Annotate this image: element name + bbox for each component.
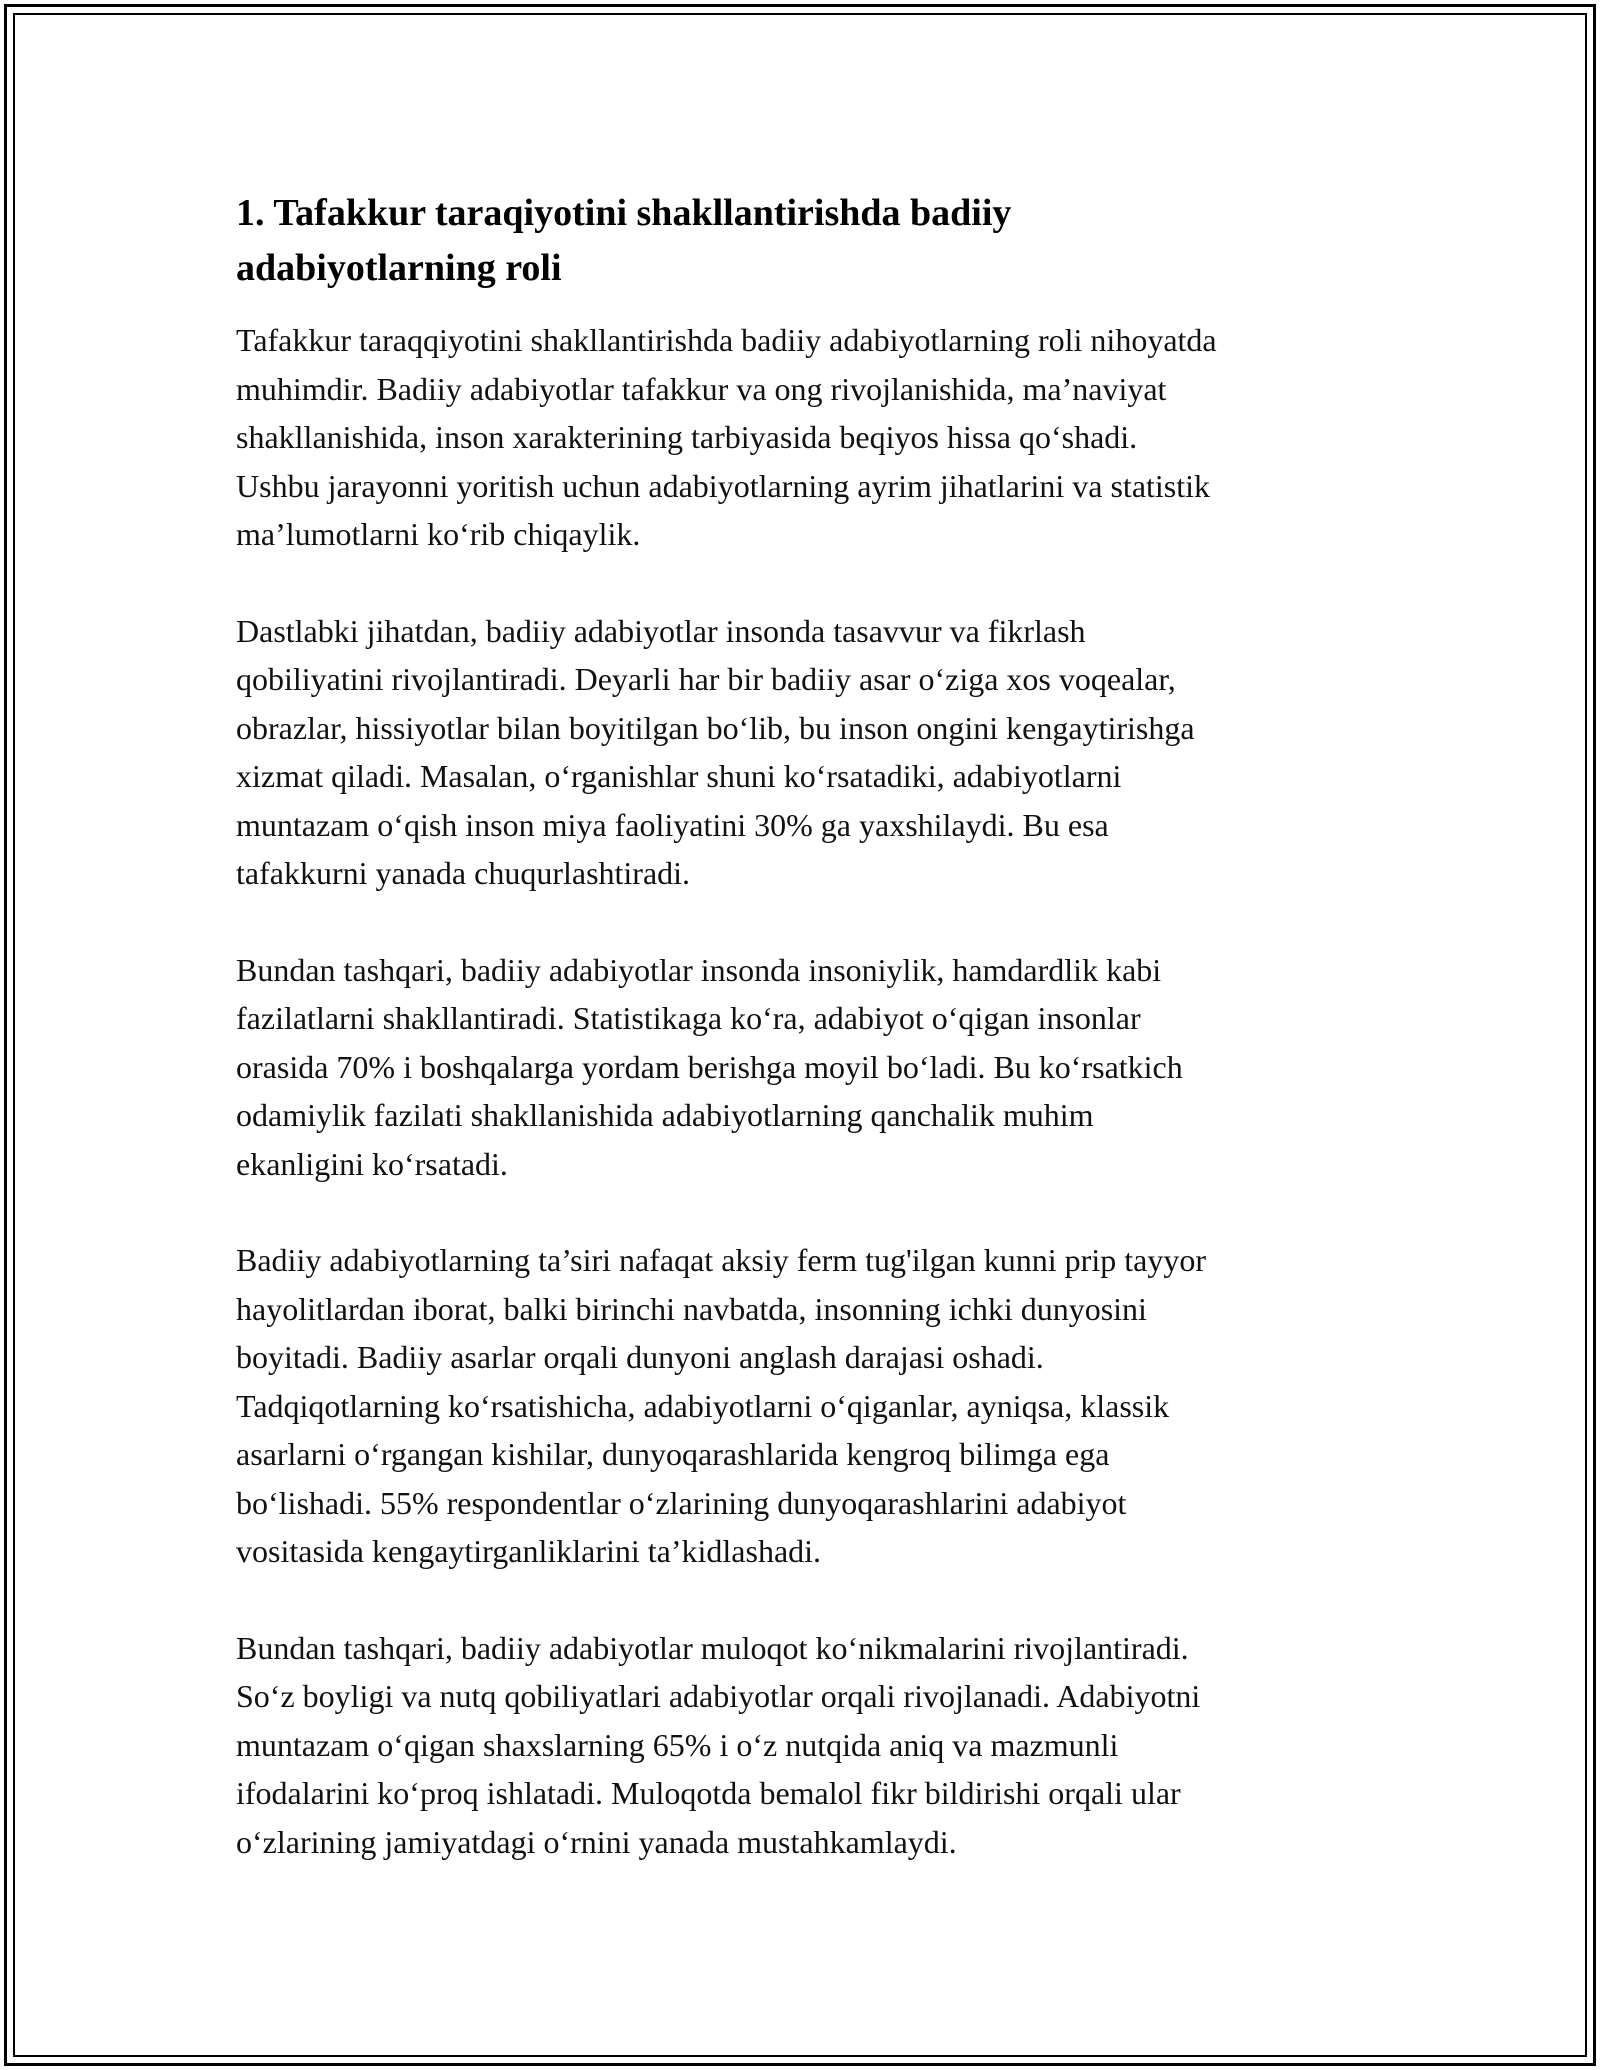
paragraph-line: muntazam o‘qish inson miya faoliyatini 30% ga yaxshilaydi. Bu esa: [236, 806, 1109, 843]
paragraph-line: muntazam o‘qigan shaxslarning 65% i o‘z nutqida aniq va mazmunli: [236, 1726, 1119, 1763]
document-body: [236, 186, 1376, 1914]
paragraph-line: fazilatlarni shakllantiradi. Statistikaga ko‘ra, adabiyot o‘qigan insonlar: [236, 1000, 1141, 1036]
paragraph-line: vositasida kengaytirganliklarini ta’kidlashadi.: [236, 1533, 822, 1569]
paragraph-line: Tafakkur taraqqiyotini shakllantirishda badiiy adabiyotlarning roli nihoyatda: [236, 322, 1217, 358]
paragraph-line: asarlarni o‘rgangan kishilar, dunyoqarashlarida kengroq bilimga ega: [236, 1436, 1110, 1472]
paragraph-line: Tadqiqotlarning ko‘rsatishicha, adabiyotlarni o‘qiganlar, ayniqsa, klassik: [236, 1387, 1170, 1424]
paragraph-line: qobiliyatini rivojlantiradi. Deyarli har bir badiiy asar o‘ziga xos voqealar,: [236, 661, 1176, 697]
paragraph-line: odamiylik fazilati shakllanishida adabiyotlarning qanchalik muhim: [236, 1097, 1094, 1133]
paragraph-communication: [236, 1624, 1376, 1867]
paragraph-intro: [236, 316, 1376, 559]
paragraph-worldview: [236, 1236, 1376, 1576]
paragraph-line: ifodalarini ko‘proq ishlatadi. Muloqotda bemalol fikr bildirishi orqali ular: [236, 1775, 1181, 1811]
paragraph-line: o‘zlarining jamiyatdagi o‘rnini yanada mustahkamlaydi.: [236, 1823, 957, 1860]
section-title-line: adabiyotlarning roli: [236, 247, 562, 289]
paragraph-line: tafakkurni yanada chuqurlashtiradi.: [236, 855, 691, 891]
paragraph-line: Bundan tashqari, badiiy adabiyotlar insonda insoniylik, hamdardlik kabi: [236, 951, 1162, 988]
section-title: [236, 186, 1376, 296]
section-title-line: 1. Tafakkur taraqiyotini shakllantirishda badiiy: [236, 192, 1012, 234]
paragraph-line: Dastlabki jihatdan, badiiy adabiyotlar insonda tasavvur va fikrlash: [236, 612, 1086, 649]
paragraph-line: ekanligini ko‘rsatadi.: [236, 1145, 508, 1182]
paragraph-line: shakllanishida, inson xarakterining tarbiyasida beqiyos hissa qo‘shadi.: [236, 419, 1138, 455]
paragraph-line: muhimdir. Badiiy adabiyotlar tafakkur va ong rivojlanishida, ma’naviyat: [236, 370, 1167, 407]
paragraph-line: ma’lumotlarni ko‘rib chiqaylik.: [236, 516, 641, 552]
paragraph-line: Badiiy adabiyotlarning ta’siri nafaqat aksiy ferm tug'ilgan kunni prip tayyor: [236, 1242, 1206, 1278]
paragraph-line: obrazlar, hissiyotlar bilan boyitilgan bo‘lib, bu inson ongini kengaytirishga: [236, 709, 1195, 746]
paragraph-line: hayolitlardan iborat, balki birinchi navbatda, insonning ichki dunyosini: [236, 1290, 1147, 1327]
paragraph-line: boyitadi. Badiiy asarlar orqali dunyoni anglash darajasi oshadi.: [236, 1339, 1044, 1375]
paragraph-line: xizmat qiladi. Masalan, o‘rganishlar shuni ko‘rsatadiki, adabiyotlarni: [236, 758, 1122, 794]
paragraph-line: Bundan tashqari, badiiy adabiyotlar muloqot ko‘nikmalarini rivojlantiradi.: [236, 1629, 1189, 1666]
paragraph-line: orasida 70% i boshqalarga yordam berishga moyil bo‘ladi. Bu ko‘rsatkich: [236, 1048, 1183, 1085]
paragraph-line: bo‘lishadi. 55% respondentlar o‘zlarining dunyoqarashlarini adabiyot: [236, 1484, 1127, 1521]
paragraph-line: Ushbu jarayonni yoritish uchun adabiyotlarning ayrim jihatlarini va statistik: [236, 467, 1211, 504]
paragraph-humanity: [236, 946, 1376, 1189]
paragraph-imagination: [236, 607, 1376, 898]
paragraph-line: So‘z boyligi va nutq qobiliyatlari adabiyotlar orqali rivojlanadi. Adabiyotni: [236, 1678, 1201, 1714]
